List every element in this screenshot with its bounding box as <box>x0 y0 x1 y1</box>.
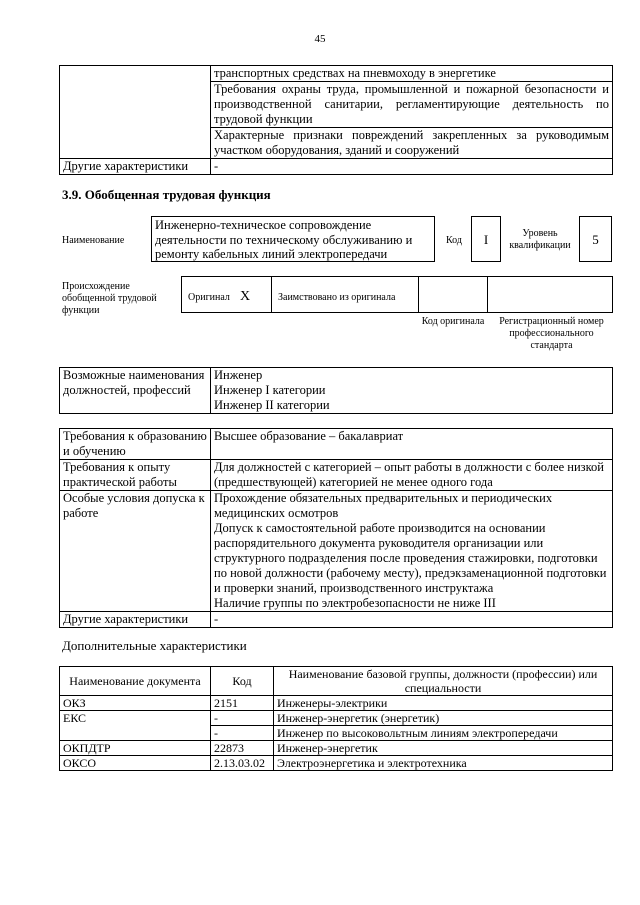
education-value: Высшее образование – бакалавриат <box>211 429 613 460</box>
header-name: Наименование базовой группы, должности (профессии) или специальности <box>274 667 613 696</box>
table-cell: 22873 <box>211 741 274 756</box>
other-characteristics-label: Другие характеристики <box>60 159 211 175</box>
table-cell: - <box>211 726 274 741</box>
table-cell: Инженеры-электрики <box>274 696 613 711</box>
positions-table <box>59 367 613 414</box>
table-cell: Электроэнергетика и электротехника <box>274 756 613 771</box>
level-value-box: 5 <box>579 216 612 262</box>
table-cell: 2.13.03.02 <box>211 756 274 771</box>
origin-box <box>181 276 613 313</box>
table-cell: Инженер-энергетик <box>274 741 613 756</box>
borrowed-label: Заимствовано из оригинала <box>278 292 396 303</box>
experience-label: Требования к опыту практической работы <box>60 460 211 491</box>
function-name-box: Инженерно-техническое сопровождение деятельности по техническому обслуживанию и ремонту кабельных линий электропередачи <box>151 216 435 262</box>
other-characteristics-label: Другие характеристики <box>60 612 211 628</box>
table-row: Требования охраны труда, промышленной и пожарной безопасности и производственной санитарии, регламентирующие деятельность по трудовой функции <box>211 82 613 128</box>
header-code: Код <box>211 667 274 696</box>
additional-title: Дополнительные характеристики <box>62 638 247 653</box>
code-value-box: I <box>471 216 501 262</box>
table-cell: 2151 <box>211 696 274 711</box>
table-row: транспортных средствах на пневмоходу в энергетике <box>211 66 613 82</box>
divider <box>418 276 419 313</box>
list-item: Инженер I категории <box>214 383 326 397</box>
positions-label: Возможные наименования должностей, профессий <box>60 368 211 414</box>
level-label: Уровень квалификации <box>509 228 571 251</box>
original-mark: X <box>240 289 251 304</box>
conditions-list <box>211 491 613 612</box>
page-number: 45 <box>314 33 326 45</box>
code-caption: Код оригинала <box>421 316 485 327</box>
table-cell: ЕКС <box>60 711 211 741</box>
table-cell: Инженер по высоковольтным линиям электропередачи <box>274 726 613 741</box>
section-title: 3.9. Обобщенная трудовая функция <box>62 187 271 202</box>
divider <box>271 276 272 313</box>
list-item: Инженер <box>214 368 263 382</box>
list-item: Наличие группы по электробезопасности не ниже III <box>214 596 496 610</box>
conditions-label: Особые условия допуска к работе <box>60 491 211 612</box>
table-cell: ОКПДТР <box>60 741 211 756</box>
divider <box>487 276 488 313</box>
origin-label: Происхождение обобщенной трудовой функции <box>62 281 157 316</box>
other-characteristics-value: - <box>211 612 613 628</box>
code-label: Код <box>446 235 462 246</box>
original-label: Оригинал <box>188 292 230 303</box>
table-cell: ОКЗ <box>60 696 211 711</box>
list-item: Допуск к самостоятельной работе производится на основании распорядительного документа руководителя организации или структурного подразделения после проведения стажировки, подготовки по новой должности (рабочему месту), предэкзаменационной подготовки и проверки знаний, производственного инструктажа <box>214 521 607 595</box>
reg-caption: Регистрационный номер профессионального стандарта <box>499 316 604 351</box>
education-label: Требования к образованию и обучению <box>60 429 211 460</box>
additional-table <box>59 666 613 771</box>
other-characteristics-value: - <box>211 159 613 175</box>
positions-list <box>211 368 613 414</box>
table-row: Характерные признаки повреждений закрепленных за руководимым участком оборудования, зданий и сооружений <box>211 128 613 159</box>
requirements-table <box>59 428 613 628</box>
experience-value: Для должностей с категорией – опыт работы в должности с более низкой (предшествующей) категорией не менее одного года <box>211 460 613 491</box>
list-item: Инженер II категории <box>214 398 330 412</box>
table-cell: Инженер-энергетик (энергетик) <box>274 711 613 726</box>
header-document: Наименование документа <box>60 667 211 696</box>
table-cell: ОКСО <box>60 756 211 771</box>
table-cell: - <box>211 711 274 726</box>
top-continuation-table <box>59 65 613 175</box>
name-label: Наименование <box>62 235 125 246</box>
list-item: Прохождение обязательных предварительных и периодических медицинских осмотров <box>214 491 553 520</box>
empty-label-cell <box>60 66 211 159</box>
